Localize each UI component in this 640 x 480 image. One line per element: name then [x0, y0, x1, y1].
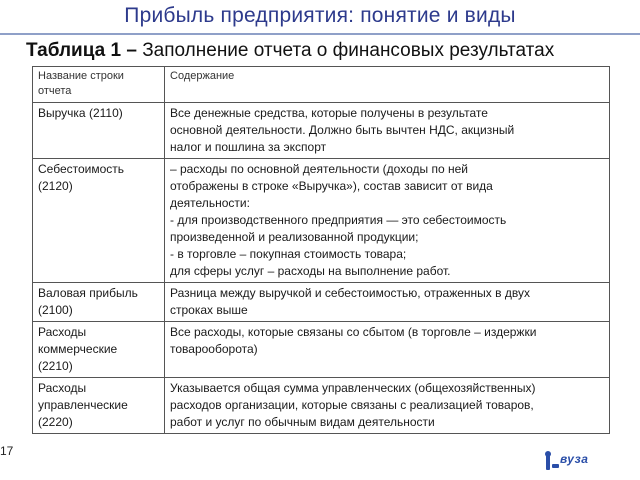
row-name-cell: [33, 378, 165, 434]
header-cell-content: [165, 67, 610, 103]
row-name-line: (2210): [38, 359, 73, 373]
row-content-line: произведенной и реализованной продукции;: [170, 230, 419, 244]
row-content-line: - в торговле – покупная стоимость товара;: [170, 247, 407, 261]
row-name-line: (2220): [38, 415, 73, 429]
table-row: [33, 322, 610, 378]
header-cell-name: [33, 67, 165, 103]
row-content-line: – расходы по основной деятельности (доходы по ней: [170, 162, 468, 176]
row-name-line: (2100): [38, 303, 73, 317]
row-content-cell: [165, 322, 610, 378]
row-content-line: расходов организации, которые связаны с реализацией товаров,: [170, 398, 534, 412]
logo-emblem-icon: [545, 451, 559, 470]
row-name-line: Себестоимость: [38, 162, 125, 176]
title-divider: [0, 33, 640, 35]
table-row: [33, 283, 610, 322]
row-content-cell: [165, 103, 610, 159]
table-caption-dash: –: [126, 40, 137, 61]
row-name-cell: [33, 159, 165, 283]
header-name-line: отчета: [38, 85, 72, 97]
table-caption-text: Заполнение отчета о финансовых результатах: [142, 40, 555, 61]
row-name-line: Расходы: [38, 381, 87, 395]
row-content-line: Все расходы, которые связаны со сбытом (в торговле – издержки: [170, 325, 537, 339]
slide-title: Прибыль предприятия: понятие и виды: [124, 4, 516, 27]
row-content-cell: [165, 159, 610, 283]
financial-results-table: [32, 66, 610, 434]
table-row: [33, 159, 610, 283]
row-content-line: для сферы услуг – расходы на выполнение работ.: [170, 264, 451, 278]
row-content-line: товарооборота): [170, 342, 258, 356]
row-content-line: Все денежные средства, которые получены в результате: [170, 106, 488, 120]
row-content-line: деятельности:: [170, 196, 250, 210]
table-row: [33, 103, 610, 159]
table-caption-number: Таблица 1: [26, 40, 122, 61]
row-content-line: Указывается общая сумма управленческих (общехозяйственных): [170, 381, 536, 395]
logo-text: вуза: [560, 452, 589, 466]
row-name-cell: [33, 322, 165, 378]
row-content-cell: [165, 283, 610, 322]
row-name-line: Валовая прибыль: [38, 286, 138, 300]
row-content-line: основной деятельности. Должно быть вычтен НДС, акцизный: [170, 123, 515, 137]
row-name-cell: [33, 103, 165, 159]
row-content-line: Разница между выручкой и себестоимостью, отраженных в двух: [170, 286, 530, 300]
table-header-row: [33, 67, 610, 103]
row-name-line: Выручка (2110): [38, 106, 123, 120]
table-caption: [26, 40, 554, 62]
header-name-line: Название строки: [38, 70, 124, 82]
table-row: [33, 378, 610, 434]
row-content-line: строках выше: [170, 303, 248, 317]
row-content-cell: [165, 378, 610, 434]
row-name-line: коммерческие: [38, 342, 118, 356]
row-content-line: работ и услуг по обычным видам деятельности: [170, 415, 435, 429]
header-content-line: Содержание: [170, 70, 235, 82]
row-content-line: - для производственного предприятия — это себестоимость: [170, 213, 507, 227]
row-content-line: налог и пошлина за экспорт: [170, 140, 327, 154]
row-name-line: (2120): [38, 179, 73, 193]
row-content-line: отображены в строке «Выручка»), состав зависит от вида: [170, 179, 493, 193]
row-name-line: Расходы: [38, 325, 87, 339]
page-number: 17: [0, 444, 14, 458]
row-name-cell: [33, 283, 165, 322]
row-name-line: управленческие: [38, 398, 128, 412]
